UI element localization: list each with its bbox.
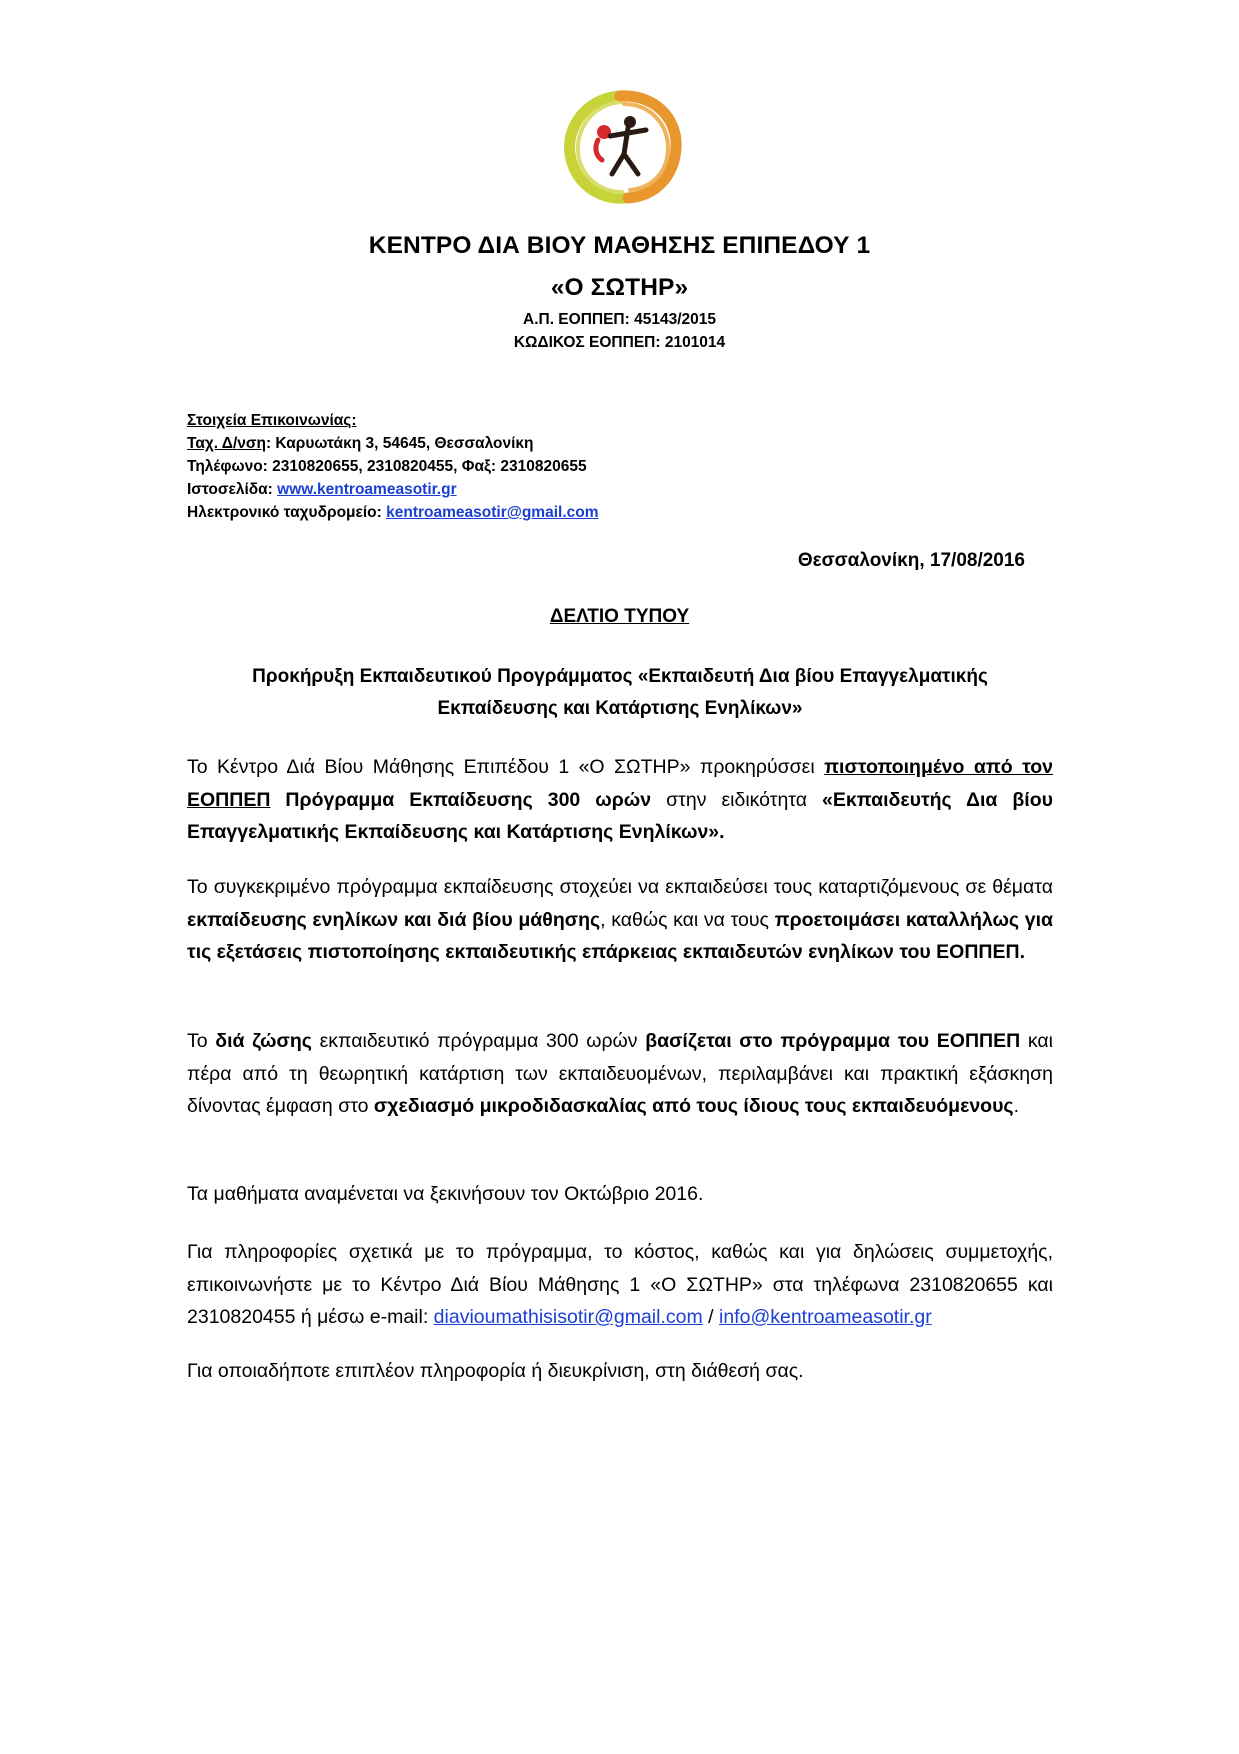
contacts-heading: Στοιχεία Επικοινωνίας: [187, 412, 357, 429]
p5-email-link-2[interactable]: info@kentroameasotir.gr [719, 1306, 932, 1328]
p3-text-e: και πέρα από τη θεωρητική κατάρτιση των εκπαιδευομένων, περιλαμβάνει και πρακτική εξάσκηση δίνοντας έμφαση στο [187, 1030, 1053, 1117]
p1-text-d: στην ειδικότητα [651, 788, 822, 811]
p5-text-a: Για πληροφορίες σχετικά με το πρόγραμμα, το κόστος, καθώς και για δηλώσεις συμμετοχής, επικοινωνήστε με το Κέντρο Διά Βίου Μάθησης 1 «Ο ΣΩΤΗΡ» στα τηλέφωνα 2310820655 και 2310820455 ή μέσω e-mail: [187, 1241, 1053, 1328]
website-label: Ιστοσελίδα: [187, 481, 278, 498]
p2-text-a: Το συγκεκριμένο πρόγραμμα εκπαίδευσης στοχεύει να εκπαιδεύσει τους καταρτιζόμενους σε θέματα [187, 876, 1053, 898]
address-label: Ταχ. Δ/νση [187, 435, 266, 452]
email-link[interactable]: kentroameasotir@gmail.com [386, 504, 599, 521]
p1-text-a: Το Κέντρο Διά Βίου Μάθησης Επιπέδου 1 «Ο ΣΩΤΗΡ» προκηρύσσει [187, 756, 825, 778]
document-date: Θεσσαλονίκη, 17/08/2016 [797, 550, 1025, 571]
p2-text-c: , καθώς και να τους [600, 908, 775, 931]
email-label: Ηλεκτρονικό ταχυδρομείο: [187, 504, 387, 521]
p2-bold-b: εκπαίδευσης ενηλίκων και διά βίου μάθησης [187, 908, 601, 931]
p3-bold-d: βασίζεται στο πρόγραμμα του ΕΟΠΠΕΠ [645, 1030, 1021, 1052]
paragraph-6: Για οποιαδήποτε επιπλέον πληροφορία ή διευκρίνιση, στη διάθεσή σας. [187, 1360, 804, 1382]
p3-text-c: εκπαιδευτικό πρόγραμμα 300 ωρών [311, 1030, 646, 1052]
ap-code: Α.Π. ΕΟΠΠΕΠ: 45143/2015 [523, 311, 716, 328]
p5-separator: / [702, 1306, 719, 1328]
p5-email-link-1[interactable]: diavioumathisisotir@gmail.com [433, 1306, 703, 1328]
p1-program: Πρόγραμμα Εκπαίδευσης 300 ωρών [270, 788, 652, 811]
p3-bold-b: διά ζώσης [215, 1030, 312, 1052]
p3-text-a: Το [187, 1030, 216, 1052]
press-release-title: ΔΕΛΤΙΟ ΤΥΠΟΥ [549, 606, 690, 627]
paragraph-3 [187, 1025, 1053, 1123]
paragraph-2 [187, 871, 1053, 969]
p2-bold-d: προετοιμάσει καταλλήλως για τις εξετάσεις πιστοποίησης εκπαιδευτικής επάρκειας εκπαιδευτών ενηλίκων του ΕΟΠΠΕΠ. [187, 908, 1053, 963]
eoppep-code: ΚΩΔΙΚΟΣ ΕΟΠΠΕΠ: 2101014 [513, 334, 726, 351]
paragraph-1 [187, 751, 1053, 849]
phones-row: Τηλέφωνο: 2310820655, 2310820455, Φαξ: 2310820655 [187, 458, 587, 475]
org-title-line1: ΚΕΝΤΡΟ ΔΙΑ ΒΙΟΥ ΜΑΘΗΣΗΣ ΕΠΙΠΕΔΟΥ 1 [368, 232, 871, 259]
center-logo-icon [558, 88, 686, 206]
website-link[interactable]: www.kentroameasotir.gr [277, 481, 457, 498]
email-row [187, 501, 599, 524]
subject-heading: Προκήρυξη Εκπαιδευτικού Προγράμματος «Εκπαιδευτή Δια βίου Επαγγελματικής Εκπαίδευσης και Κατάρτισης Ενηλίκων» [252, 666, 988, 719]
contact-block [187, 409, 599, 524]
p3-text-g: . [1013, 1095, 1019, 1117]
org-title-line2: «Ο ΣΩΤΗΡ» [550, 274, 689, 301]
p1-certified: πιστοποιημένο από τον ΕΟΠΠΕΠ [187, 756, 1053, 811]
paragraph-4: Τα μαθήματα αναμένεται να ξεκινήσουν τον Οκτώβριο 2016. [187, 1183, 704, 1205]
p1-specialty: «Εκπαιδευτής Δια βίου Επαγγελματικής Εκπαίδευσης και Κατάρτισης Ενηλίκων». [187, 788, 1053, 843]
p3-bold-f: σχεδιασμό μικροδιδασκαλίας από τους ίδιους τους εκπαιδευόμενους [373, 1095, 1014, 1117]
address-value: : Καρυωτάκη 3, 54645, Θεσσαλονίκη [265, 435, 534, 452]
website-row [187, 478, 599, 501]
paragraph-5 [187, 1236, 1053, 1334]
address-row [187, 432, 599, 455]
